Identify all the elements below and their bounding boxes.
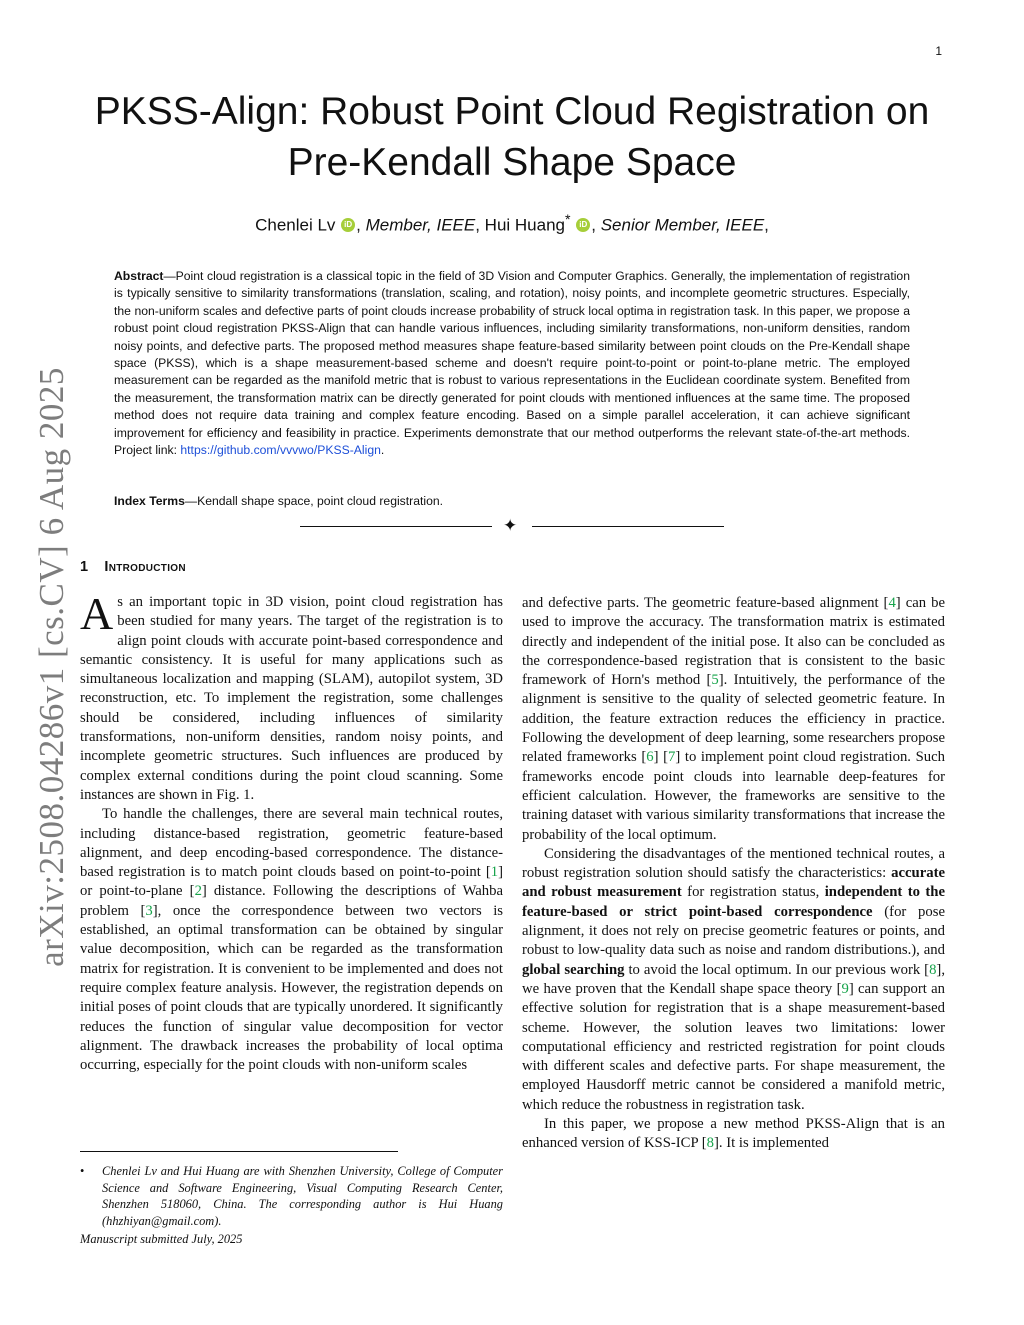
paragraph-text: In this paper, we propose a new method PKSS-Align that is an enhanced version of KSS-ICP [ [522,1116,945,1152]
citation-link[interactable]: 7 [668,749,676,766]
title-line-1: PKSS-Align: Robust Point Cloud Registration on [94,90,930,133]
project-link[interactable]: https://github.com/vvvwo/PKSS-Align [180,443,381,458]
paragraph-text: to avoid the local optimum. In our previous work [ [624,961,930,978]
author-2-role: Senior Member, IEEE [600,215,765,235]
affiliation-footnote [80,1163,503,1229]
paragraph-text: ] or point-to-plane [ [80,864,503,900]
citation-link[interactable]: 8 [706,1135,714,1152]
footnote-bullet: • [80,1164,85,1178]
citation-link[interactable]: 5 [711,672,719,689]
drop-cap: A [80,588,114,639]
citation-link[interactable]: 2 [194,883,202,900]
paragraph-text: and defective parts. The geometric feature-based alignment [ [522,595,889,611]
paragraph-text: ] can support an effective solution for registration that is a shape measurement-based scheme. However, the solution leaves two limitations: lower computational efficiency and restricted registration for point clouds with different scales and defective parts. For shape measurement, the employed Hausdorff metric cannot be considered a manifold metric, which reduce the robustness in registration task. [522,980,945,1113]
divider-line-left [300,526,492,527]
paragraph-text: ] to implement point cloud registration. Such frameworks encode point clouds into learnable deep-features for efficient calculation. However, the frameworks are sensitive to the training dataset with various similarity transformations that increase the probability of the local optimum. [522,749,945,843]
paragraph-text: ]. It is implemented [714,1135,830,1152]
divider-line-right [532,526,724,527]
bold-phrase: independent to the feature-based or strict point-based correspondence [522,884,945,920]
author-1-role: Member, IEEE [365,215,476,235]
index-terms-label: Index Terms [114,494,185,508]
paragraph-text: ] can be used to improve the accuracy. The transformation matrix is estimated directly and independent of the initial pose. It also can be concluded as the correspondence-based registration that is consistent to the basic framework of Horn's method [ [522,595,945,689]
intro-paragraph-3 [522,594,945,845]
orcid-icon[interactable]: iD [576,218,590,232]
paragraph-text: s an important topic in 3D vision, point cloud registration has been studied for many years. The target of the registration is to align point clouds with accurate point-based correspondence and semantic consistency. It is useful for many applications such as simultaneous localization and mapping (SLAM), autopilot system, 3D reconstruction, etc. To implement the registration, some challenges should be considered, including influences of similarity transformations, non-uniform densities, random noisy points, and incomplete geometric structures. Such influences are produced by complex external conditions during the point cloud scanning. Some instances are shown in Fig. 1. [80,594,503,803]
abstract-text: —Point cloud registration is a classical topic in the field of 3D Vision and Computer Graphics. Generally, the implementation of registration is typically sensitive to similarity transformations (translation, scaling, and rotation), noisy points, and incomplete geometric structures. Especially, the non-uniform scales and defective parts of point clouds increase probability of struck local optima in registration task. In this paper, we propose a robust point cloud registration PKSS-Align that can handle various influences, including similarity transformations, non-uniform densities, random noisy points, and defective parts. The proposed method measures shape feature-based similarity between point clouds on the Pre-Kendall shape space (PKSS), which is a shape measurement-based scheme and doesn't require point-to-point or point-to-plane metric. The employed measurement can be regarded as the manifold metric that is robust to various representations in the Euclidean coordinate system. Benefited from the measurement, the transformation matrix can be directly generated for point clouds with mentioned influences at the same time. The proposed method does not require data training and complex feature encoding. Based on a simple parallel acceleration, it can achieve significant improvement for efficiency and feasibility in practice. Experiments demonstrate that our method outperforms the relevant state-of-the-art methods. Project link: [114,269,910,458]
paragraph-text: (for pose alignment, it does not rely on precise geometric features or points, and robust to low-quality data such as noise and random distributions.), and [522,903,945,959]
footnote-rule [80,1151,398,1152]
right-column [522,594,945,1154]
author-2-name: Hui Huang [484,215,565,235]
section-divider [300,516,724,535]
citation-link[interactable]: 6 [646,749,654,766]
index-terms-text: —Kendall shape space, point cloud registration. [184,494,444,508]
left-column [80,588,503,1075]
section-title: Introduction [104,559,186,575]
intro-paragraph-1 [80,588,503,805]
paragraph-text: Considering the disadvantages of the mentioned technical routes, a robust registration solution should satisfy the characteristics: [522,845,945,882]
citation-link[interactable]: 3 [145,902,153,919]
intro-paragraph-5 [522,1115,945,1154]
paper-title [80,86,944,188]
paragraph-text: ]. Intuitively, the performance of the alignment is sensitive to the quality of selected geometric feature. In addition, the feature extraction reduces the efficiency in practice. Following the development of deep learning, some researchers propose related frameworks [ [522,672,945,766]
paragraph-text: ], once the correspondence between two vectors is established, an optimal transformation can be obtained by singular value decomposition, which can be regarded as the transformation matrix for registration. It is convenient to be implemented and does not require complex feature analysis. However, the registration depends on initial poses of point clouds that are typically unordered. It significantly reduces the function of singular value decomposition for vector alignment. The drawback increases the probability of local optima occurring, especially for the point clouds with non-uniform scales [80,902,503,1074]
paragraph-text: ], we have proven that the Kendall shape space theory [ [522,961,945,997]
paragraph-text: To handle the challenges, there are several main technical routes, including distance-based registration, geometric feature-based alignment, and deep encoding-based correspondence. The distance-based registration is to match point clouds based on point-to-point [ [80,806,503,881]
citation-link[interactable]: 1 [490,864,499,881]
diamond-star-icon: ✦ [503,516,518,535]
paragraph-text: ] [ [653,749,668,766]
corresponding-mark: * [565,212,571,228]
section-heading [80,559,186,575]
citation-link[interactable]: 9 [841,980,849,997]
submission-note: Manuscript submitted July, 2025 [80,1232,243,1246]
orcid-icon[interactable]: iD [341,218,355,232]
title-line-2: Pre-Kendall Shape Space [287,141,737,184]
footnote-text: Chenlei Lv and Hui Huang are with Shenzhen University, College of Computer Science and Software Engineering, Visual Computing Research Center, Shenzhen 518060, China. The corresponding author is Hui Huang (hhzhiyan@gmail.com). [102,1164,503,1228]
abstract-label: Abstract [114,269,164,283]
author-1-name: Chenlei Lv [255,215,336,235]
section-number: 1 [80,559,89,575]
arxiv-stamp: arXiv:2508.04286v1 [cs.CV] 6 Aug 2025 [32,367,71,967]
intro-paragraph-4 [522,845,945,1115]
intro-paragraph-2 [80,805,503,1075]
page-number: 1 [935,44,942,58]
citation-link[interactable]: 4 [888,595,896,611]
index-terms [114,493,910,510]
bold-phrase: accurate and robust measurement [522,865,945,901]
abstract [114,268,910,459]
paragraph-text: ] distance. Following the descriptions of Wahba problem [ [80,883,503,919]
abstract-end: . [380,443,385,458]
paragraph-text: for registration status, [681,884,825,901]
author-line: Chenlei Lv iD , Member, IEEE, Hui Huang* iD , Senior Member, IEEE, [255,212,769,235]
bold-phrase: global searching [522,961,625,978]
citation-link[interactable]: 8 [929,961,937,978]
